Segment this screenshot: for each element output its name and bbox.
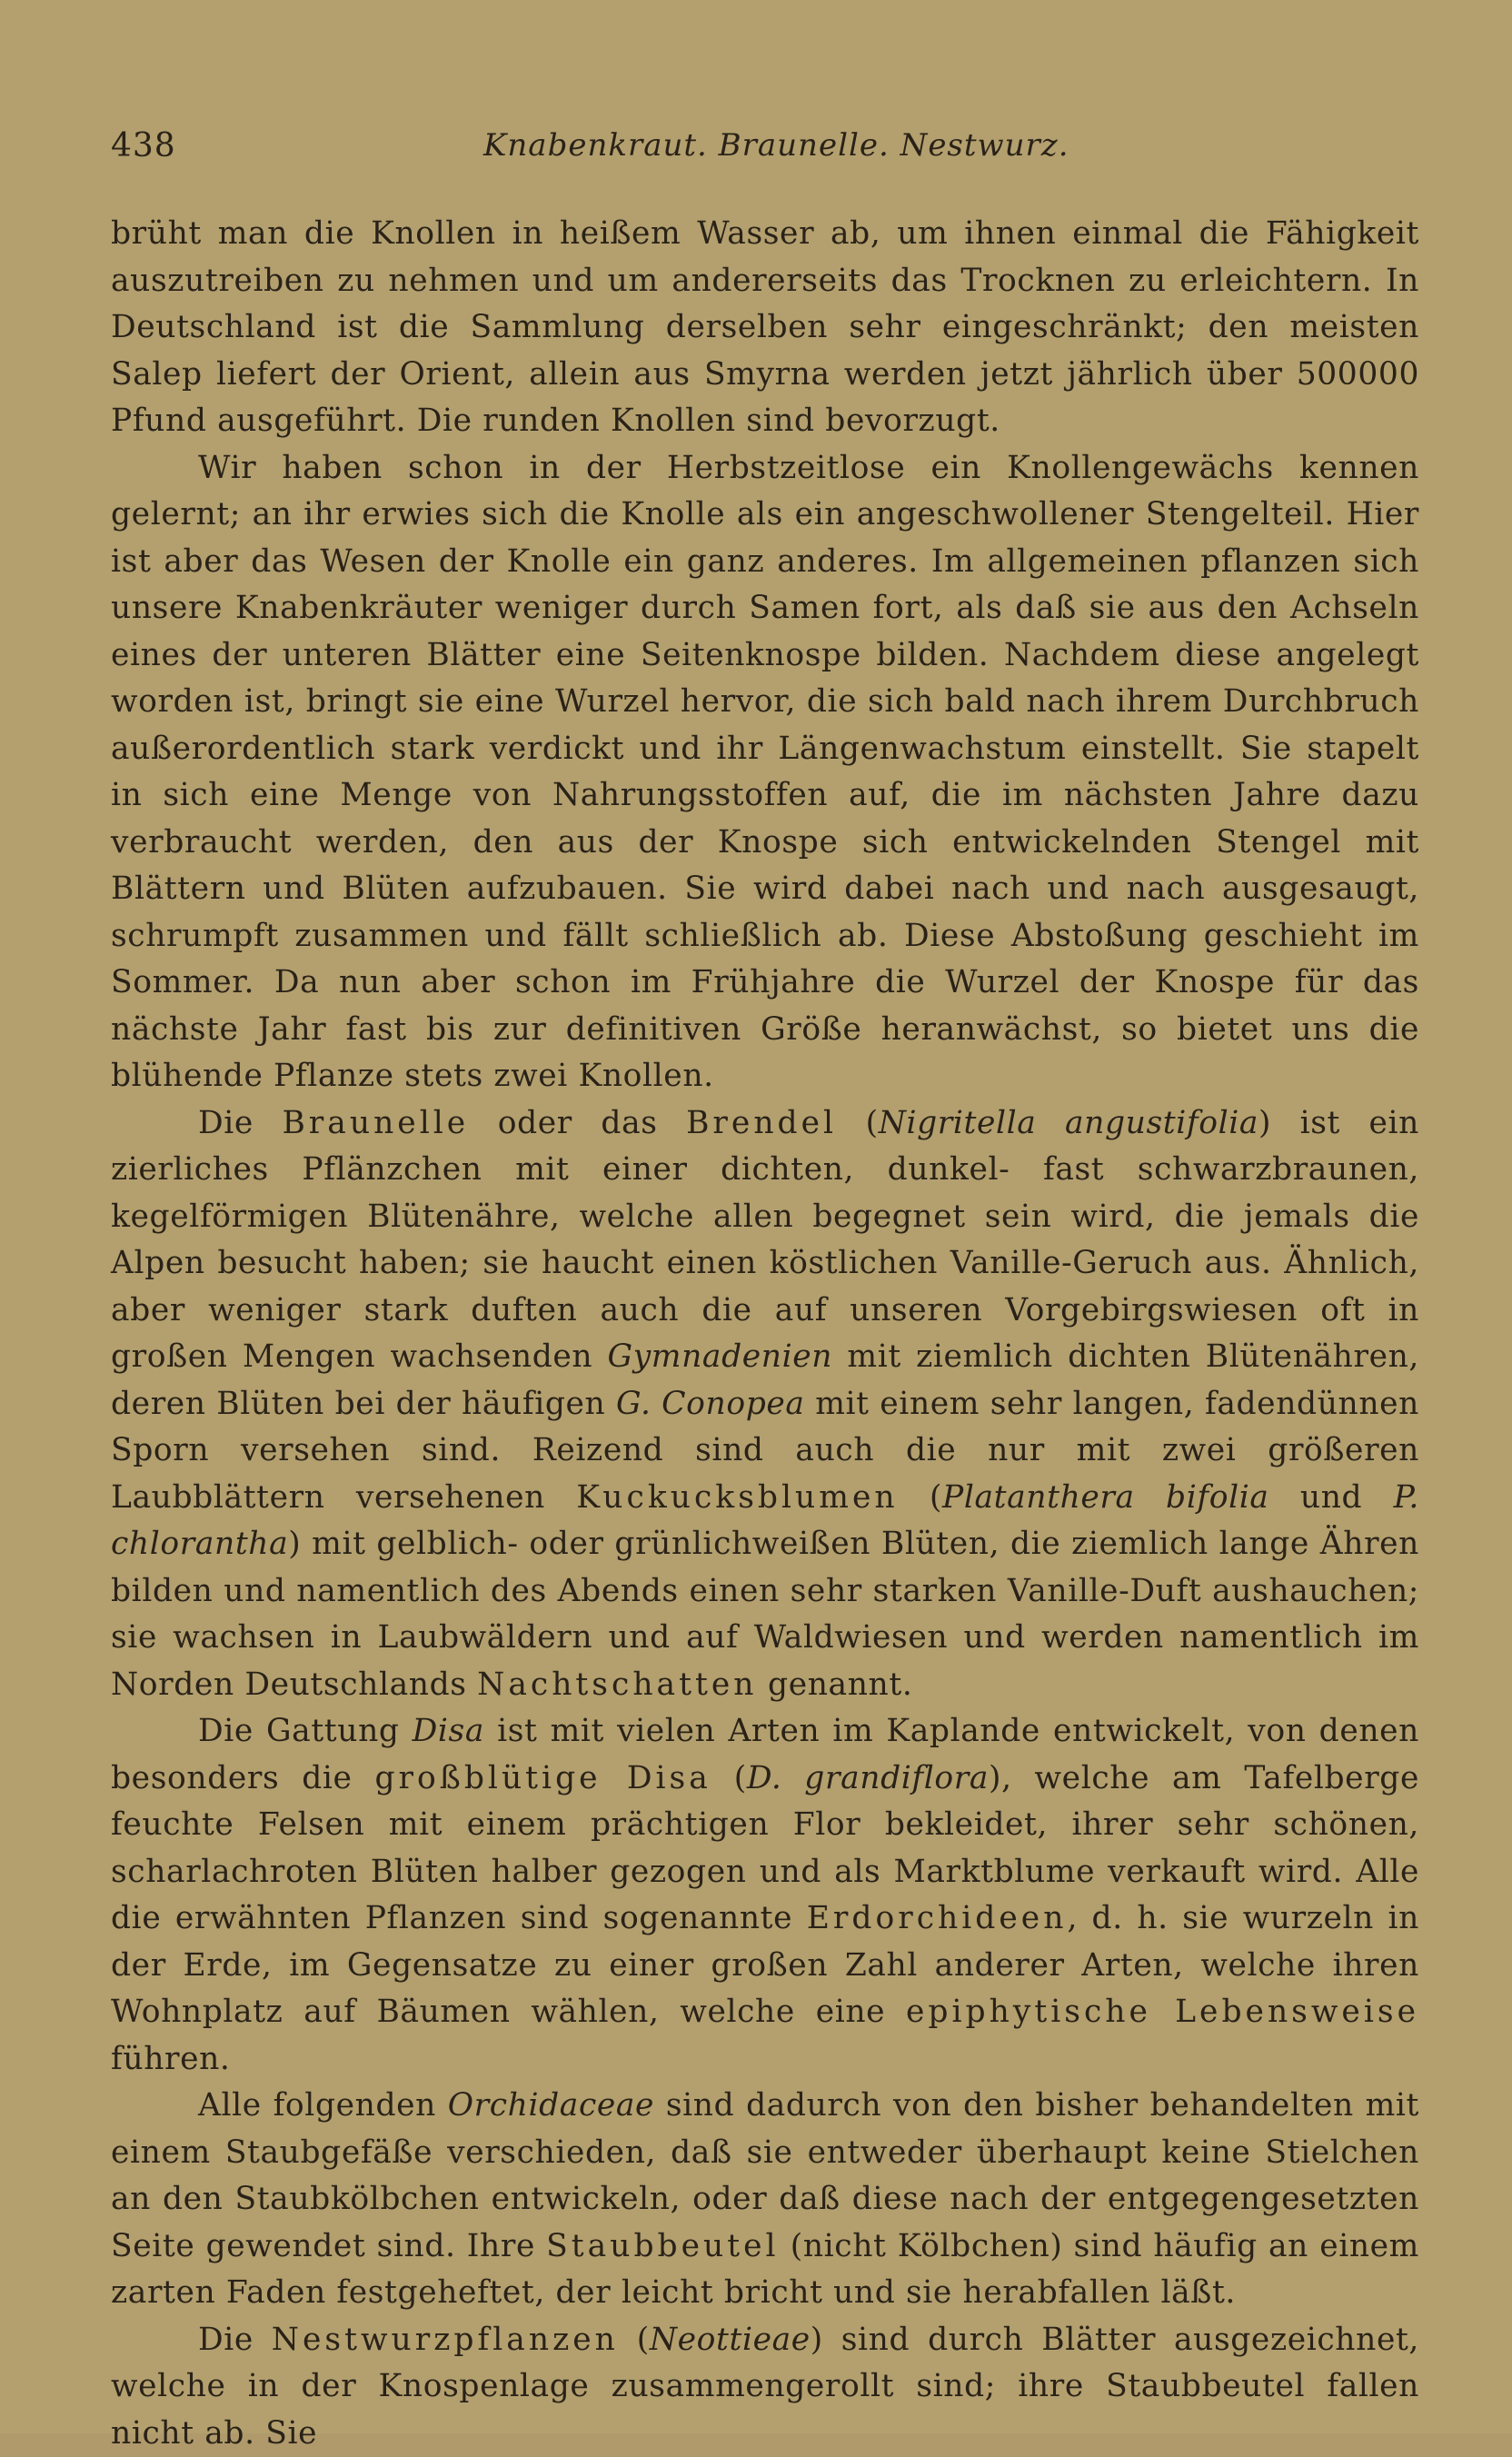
page-number: 438 — [111, 127, 176, 164]
emphasized-term: Brendel — [686, 1105, 837, 1141]
text-run: Die — [198, 2322, 272, 2358]
text-run: ( — [711, 1760, 747, 1796]
emphasized-term: Erdorchideen — [807, 1900, 1068, 1936]
paragraph-4 — [111, 1708, 1419, 2083]
text-run: Die Gattung — [198, 1713, 413, 1749]
emphasized-term: epiphytische Lebensweise — [906, 1994, 1419, 2030]
text-run: (nicht Kölbchen) sind häufig an einem zarten Faden festgeheftet, der leicht bricht und sie herabfallen läßt. — [111, 2228, 1419, 2312]
emphasized-term: Nestwurzpflanzen — [272, 2322, 619, 2358]
text-run: Die — [198, 1105, 282, 1141]
text-run: ) sind durch Blätter ausgezeichnet, welche in der Knospenlage zusammengerollt sind; ihre Staubbeutel fallen nicht ab. Sie — [111, 2322, 1419, 2452]
page-header — [111, 127, 1419, 173]
paragraph-2: Wir haben schon in der Herbstzeitlose ein Knollengewächs kennen gelernt; an ihr erwies sich die Knolle als ein angeschwollener Stengelteil. Hier ist aber das Wesen der Knolle ein ganz anderes. Im allgemeinen pflanzen sich unsere Knabenkräuter weniger durch Samen fort, als daß sie aus den Achseln eines der unteren Blätter eine Seitenknospe bilden. Nachdem diese angelegt worden ist, bringt sie eine Wurzel hervor, die sich bald nach ihrem Durchbruch außerordentlich stark verdickt und ihr Längenwachstum einstellt. Sie stapelt in sich eine Menge von Nahrungsstoffen auf, die im nächsten Jahre dazu verbraucht werden, den aus der Knospe sich entwickelnden Stengel mit Blättern und Blüten aufzubauen. Sie wird dabei nach und nach ausgesaugt, schrumpft zusammen und fällt schließlich ab. Diese Abstoßung geschieht im Sommer. Da nun aber schon im Frühjahre die Wurzel der Knospe für das nächste Jahr fast bis zur definitiven Größe heranwächst, so bietet uns die blühende Pflanze stets zwei Knollen. — [111, 445, 1419, 1100]
text-run: genannt. — [757, 1666, 912, 1703]
latin-name: Gymnadenien — [608, 1338, 833, 1375]
running-title: Knabenkraut. Braunelle. Nestwurz. — [483, 127, 1069, 164]
text-run: oder das — [469, 1105, 686, 1141]
text-run: sind dadurch von den bisher behandelten mit einem Staubgefäße verschieden, daß sie entweder überhaupt keine Stielchen an den Staubkölbchen entwickeln, oder daß diese nach der entgegengesetzten Seite gewendet sind. Ihre — [111, 2087, 1419, 2264]
text-run: ( — [619, 2322, 650, 2358]
paragraph-6 — [111, 2317, 1419, 2457]
text-run: ( — [837, 1105, 879, 1141]
latin-name: Disa — [413, 1713, 484, 1749]
latin-name: P. chlorantha — [111, 1479, 1419, 1563]
text-run: mit einem sehr langen, fadendünnen Sporn versehen sind. Reizend sind auch die nur mit zwei größeren Laubblättern versehenen — [111, 1386, 1419, 1516]
emphasized-term: Kuckucksblumen — [576, 1479, 898, 1516]
paragraph-5 — [111, 2083, 1419, 2317]
paragraph-1: brüht man die Knollen in heißem Wasser ab, um ihnen einmal die Fähigkeit auszutreiben zu nehmen und um andererseits das Trocknen zu erleichtern. In Deutschland ist die Sammlung derselben sehr eingeschränkt; den meisten Salep liefert der Orient, allein aus Smyrna werden jetzt jährlich über 500000 Pfund ausgeführt. Die runden Knollen sind bevorzugt. — [111, 211, 1419, 445]
latin-name: Platanthera bifolia — [942, 1479, 1269, 1516]
text-run: und — [1269, 1479, 1394, 1516]
latin-name: Neottieae — [650, 2322, 811, 2358]
text-run: ) ist ein zierliches Pflänzchen mit einer dichten, dunkel- fast schwarzbraunen, kegelförmigen Blütenähre, welche allen begegnet sein wird, die jemals die Alpen besucht haben; sie haucht einen köstlichen Vanille-Geruch aus. Ähnlich, aber weniger stark duften auch die auf unseren Vorgebirgswiesen oft in großen Mengen wachsenden — [111, 1105, 1419, 1376]
latin-name: Orchidaceae — [448, 2087, 654, 2124]
text-run: ist mit vielen Arten im Kaplande entwickelt, von denen besonders die — [111, 1713, 1419, 1796]
text-run: ) mit gelblich- oder grünlichweißen Blüten, die ziemlich lange Ähren bilden und namentlich des Abends einen sehr starken Vanille-Duft aushauchen; sie wachsen in Laubwäldern und auf Waldwiesen und werden namentlich im Norden Deutschlands — [111, 1526, 1419, 1703]
text-run: ), welche am Tafelberge feuchte Felsen mit einem prächtigen Flor bekleidet, ihrer sehr schönen, scharlachroten Blüten halber gezogen und als Marktblume verkauft wird. Alle die erwähnten Pflanzen sind sogenannte — [111, 1760, 1419, 1937]
text-run: Alle folgenden — [198, 2087, 448, 2124]
latin-name: G. Conopea — [616, 1386, 805, 1422]
text-run: , d. h. sie wurzeln in der Erde, im Gegensatze zu einer großen Zahl anderer Arten, welche ihren Wohnplatz auf Bäumen wählen, welche eine — [111, 1900, 1419, 2030]
body-text — [111, 211, 1419, 2457]
text-run: mit ziemlich dichten Blütenähren, deren Blüten bei der häufigen — [111, 1338, 1419, 1422]
latin-name: Nigritella angustifolia — [879, 1105, 1258, 1141]
emphasized-term: Staubbeutel — [546, 2228, 779, 2264]
emphasized-term: Braunelle — [282, 1105, 469, 1141]
emphasized-term: großblütige Disa — [374, 1760, 711, 1796]
paragraph-3 — [111, 1100, 1419, 1709]
text-run: führen. — [111, 2041, 231, 2077]
text-run: ( — [899, 1479, 942, 1516]
emphasized-term: Nachtschatten — [477, 1666, 757, 1703]
latin-name: D. grandiflora — [747, 1760, 989, 1796]
